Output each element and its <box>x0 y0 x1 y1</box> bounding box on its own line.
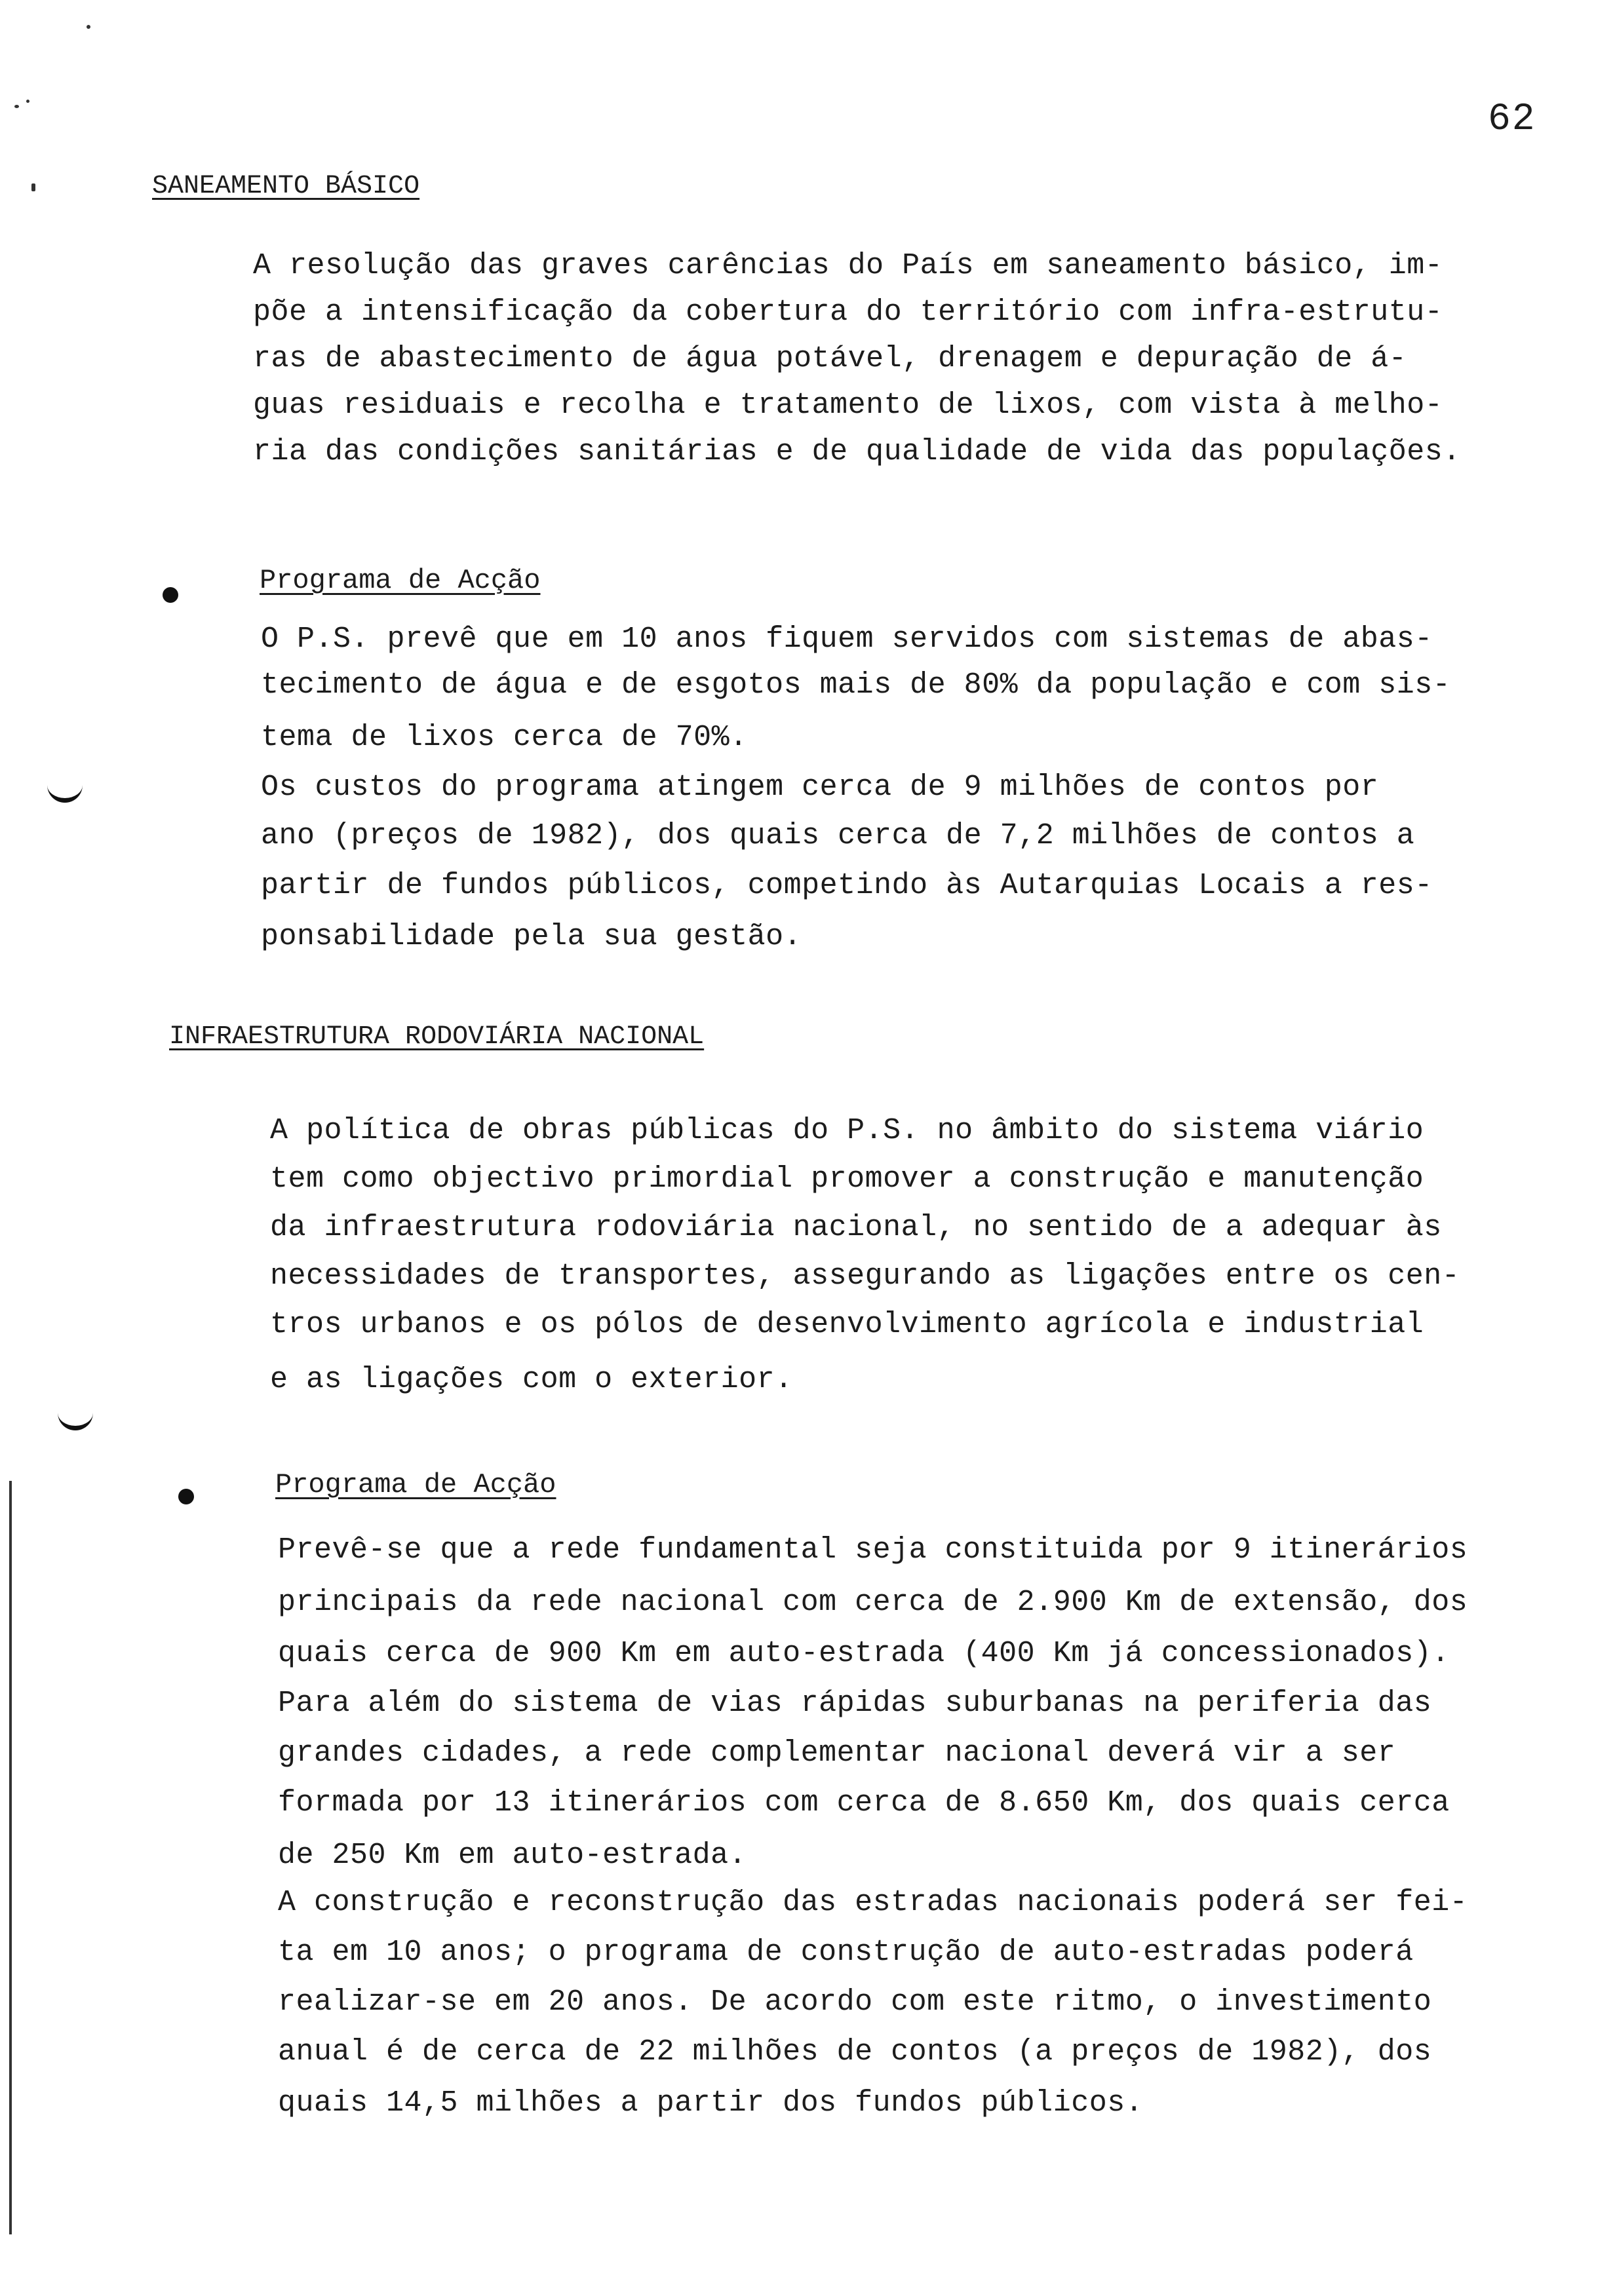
paragraph-line: Prevê-se que a rede fundamental seja constituida por 9 itinerários <box>278 1533 1468 1567</box>
paragraph-line: de 250 Km em auto-estrada. <box>278 1839 747 1872</box>
scan-speck <box>87 25 90 29</box>
program-heading: Programa de Acção <box>260 565 541 596</box>
paragraph-line: A resolução das graves carências do País em saneamento básico, im- <box>253 249 1443 282</box>
paragraph-line: Os custos do programa atingem cerca de 9 milhões de contos por <box>261 771 1379 804</box>
bullet-icon <box>163 587 178 603</box>
paragraph-line: da infraestrutura rodoviária nacional, no sentido de a adequar às <box>270 1211 1442 1244</box>
margin-edge-line <box>9 1481 12 2234</box>
paragraph-line: Para além do sistema de vias rápidas suburbanas na periferia das <box>278 1687 1432 1720</box>
paragraph-line: tem como objectivo primordial promover a construção e manutenção <box>270 1162 1424 1196</box>
paragraph-line: O P.S. prevê que em 10 anos fiquem servidos com sistemas de abas- <box>261 622 1433 656</box>
paragraph-line: quais cerca de 900 Km em auto-estrada (400 Km já concessionados). <box>278 1637 1450 1670</box>
paragraph-line: A política de obras públicas do P.S. no âmbito do sistema viário <box>270 1114 1424 1147</box>
paragraph-line: guas residuais e recolha e tratamento de lixos, com vista à melho- <box>253 389 1443 422</box>
paragraph-line: necessidades de transportes, assegurando as ligações entre os cen- <box>270 1259 1460 1293</box>
paragraph-line: grandes cidades, a rede complementar nacional deverá vir a ser <box>278 1736 1396 1770</box>
paragraph-line: ras de abastecimento de água potável, drenagem e depuração de á- <box>253 342 1407 375</box>
paragraph-line: tema de lixos cerca de 70%. <box>261 721 748 754</box>
paragraph-line: realizar-se em 20 anos. De acordo com este ritmo, o investimento <box>278 1985 1432 2019</box>
bullet-icon <box>178 1489 194 1504</box>
paragraph-line: ano (preços de 1982), dos quais cerca de 7,2 milhões de contos a <box>261 819 1415 852</box>
paragraph-line: tros urbanos e os pólos de desenvolvimento agrícola e industrial <box>270 1308 1424 1341</box>
paragraph-line: ponsabilidade pela sua gestão. <box>261 920 802 953</box>
program-heading: Programa de Acção <box>275 1469 556 1501</box>
section-heading-saneamento: SANEAMENTO BÁSICO <box>152 172 420 201</box>
paragraph-line: principais da rede nacional com cerca de 2.900 Km de extensão, dos <box>278 1586 1468 1619</box>
paragraph-line: põe a intensificação da cobertura do território com infra-estrutu- <box>253 296 1443 329</box>
section-heading-infraestrutura: INFRAESTRUTURA RODOVIÁRIA NACIONAL <box>169 1022 705 1052</box>
page-number: 62 <box>1488 98 1536 141</box>
margin-hole-mark <box>47 781 83 803</box>
paragraph-line: anual é de cerca de 22 milhões de contos (a preços de 1982), dos <box>278 2035 1432 2069</box>
paragraph-line: A construção e reconstrução das estradas nacionais poderá ser fei- <box>278 1886 1468 1919</box>
paragraph-line: partir de fundos públicos, competindo às Autarquias Locais a res- <box>261 869 1433 902</box>
paragraph-line: tecimento de água e de esgotos mais de 80% da população e com sis- <box>261 668 1451 702</box>
scan-speck <box>31 183 35 191</box>
paragraph-line: ria das condições sanitárias e de qualidade de vida das populações. <box>253 435 1461 469</box>
margin-hole-mark <box>58 1409 93 1430</box>
paragraph-line: quais 14,5 milhões a partir dos fundos públicos. <box>278 2086 1144 2120</box>
scan-speck <box>14 105 19 108</box>
paragraph-line: ta em 10 anos; o programa de construção de auto-estradas poderá <box>278 1936 1414 1969</box>
paragraph-line: e as ligações com o exterior. <box>270 1363 793 1396</box>
paragraph-line: formada por 13 itinerários com cerca de 8.650 Km, dos quais cerca <box>278 1786 1450 1820</box>
scan-speck <box>26 100 29 103</box>
